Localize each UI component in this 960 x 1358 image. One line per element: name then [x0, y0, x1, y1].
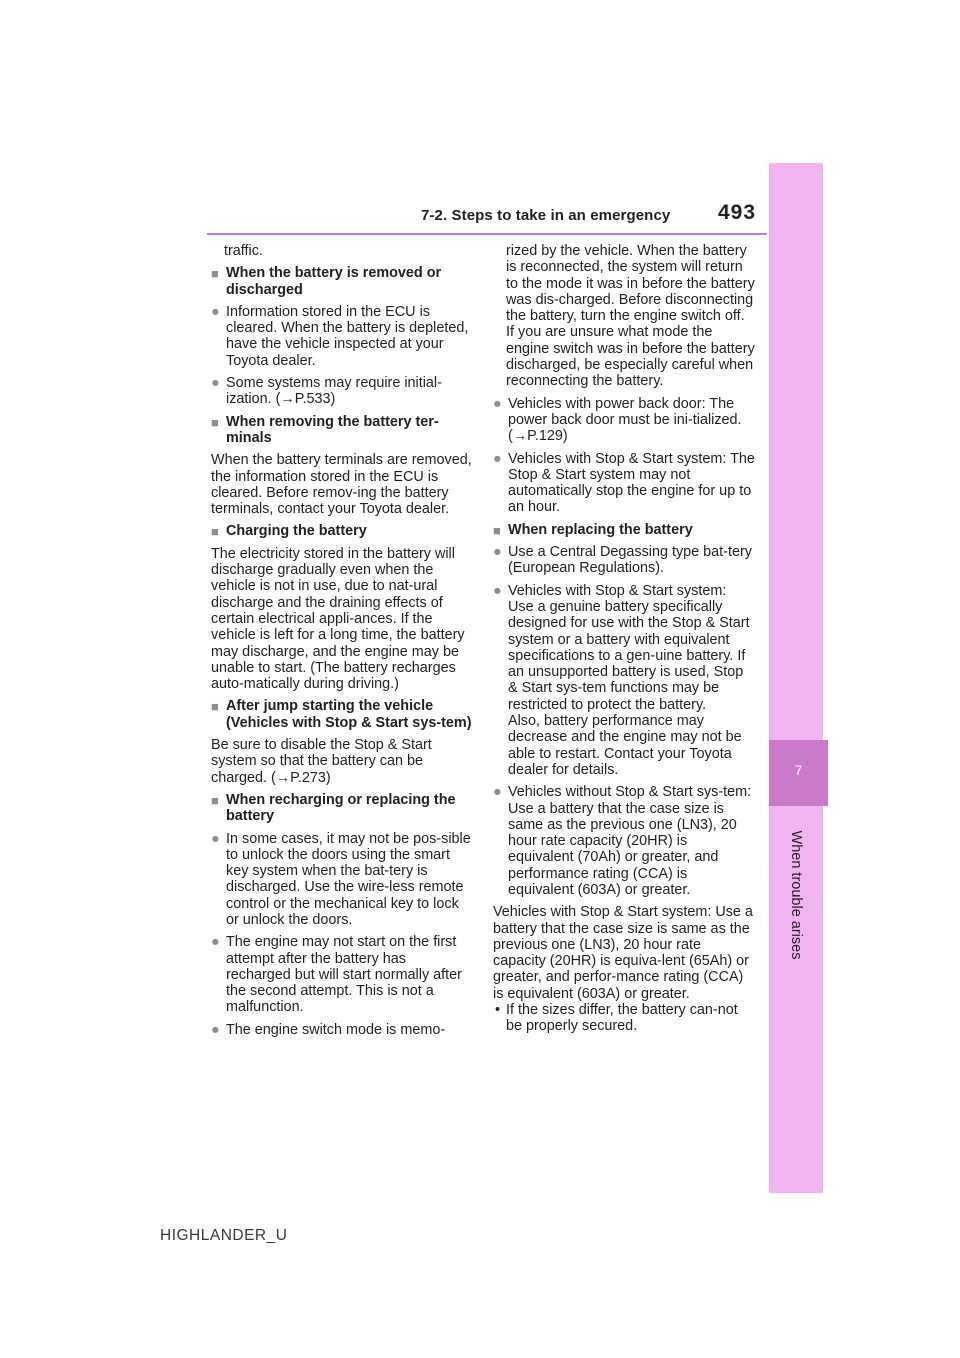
paragraph: rized by the vehicle. When the battery is reconnected, the system will return to the mode it was in before the battery was dis-charged. Before disconnecting the battery, turn the engine switch off. If you are unsure what mode the engine switch was in before the battery discharged, be especially careful when reconnecting the battery.: [506, 243, 755, 390]
bullet-item: ● The engine may not start on the first attempt after the battery has recharged but will start normally after the second attempt. This is not a malfunction.: [211, 934, 462, 1016]
bullet-item: ● Use a Central Degassing type bat-tery (European Regulations).: [493, 544, 752, 577]
bullet-dot-icon: ●: [211, 375, 220, 392]
small-bullet-icon: •: [495, 1002, 501, 1019]
bullet-dot-icon: ●: [493, 395, 502, 412]
square-marker-icon: ■: [211, 792, 219, 808]
paragraph: When the battery terminals are removed, the information stored in the ECU is cleared. Before remov-ing the battery terminals, contact your Toyota dealer.: [211, 452, 472, 518]
paragraph: The electricity stored in the battery will discharge gradually even when the vehicle is not in use, due to nat-ural discharge and the draining effects of certain electrical appli-ances. If the vehicle is left for a long time, the battery may discharge, and the engine may be unable to start. (The battery recharges auto-matically during driving.): [211, 545, 465, 693]
square-marker-icon: ■: [493, 522, 501, 538]
bullet-item: ● Information stored in the ECU is cleared. When the battery is depleted, have the vehicle inspected at your Toyota dealer.: [211, 303, 469, 369]
header-divider: [207, 233, 767, 235]
section-title: 7-2. Steps to take in an emergency: [421, 207, 671, 224]
section-heading: ■ When removing the battery ter-minals: [211, 413, 439, 446]
section-heading: ■ When the battery is removed or discharged: [211, 265, 442, 298]
square-marker-icon: ■: [211, 266, 219, 282]
bullet-item: ● Vehicles with power back door: The power back door must be ini-tialized. (→P.129): [493, 395, 742, 445]
square-marker-icon: ■: [211, 524, 219, 540]
model-identifier: HIGHLANDER_U: [160, 1227, 288, 1244]
bullet-item: ● Vehicles without Stop & Start sys-tem: Use a battery that the case size is same as the previous one (LN3), 20 hour rate capacity (20HR) is equivalent (70Ah) or greater, and performance rating (CCA) is equivalent (603A) or greater.: [493, 784, 752, 898]
bullet-dot-icon: ●: [211, 830, 220, 847]
bullet-dot-icon: ●: [493, 582, 502, 599]
bullet-item: ● The engine switch mode is memo-: [211, 1021, 446, 1038]
paragraph: Vehicles with Stop & Start system: Use a battery that the case size is same as the previous one (LN3), 20 hour rate capacity (20HR) is equiva-lent (65Ah) or greater, and perfor-mance rating (CCA) is equivalent (603A) or greater.: [493, 904, 753, 1002]
bullet-item: ● In some cases, it may not be pos-sible to unlock the doors using the smart key system when the bat-tery is discharged. Use the wire-less remote control or the mechanical key to lock or unlock the doors.: [211, 830, 471, 928]
page-number: 493: [718, 201, 757, 224]
square-marker-icon: ■: [211, 414, 219, 430]
bullet-dot-icon: ●: [493, 450, 502, 467]
dash-item: • If the sizes differ, the battery can-not be properly secured.: [495, 1002, 738, 1035]
bullet-dot-icon: ●: [493, 784, 502, 801]
bullet-item: ● Vehicles with Stop & Start system: The Stop & Start system may not automatically stop the engine for up to an hour.: [493, 450, 755, 516]
paragraph: traffic.: [224, 243, 263, 259]
bullet-item: ● Vehicles with Stop & Start system: Use a genuine battery specifically designed for use with the Stop & Start system or a battery with equivalent specifications to a gen-uine battery. If an unsupported battery is used, Stop & Start sys-tem functions may be restricted to protect the battery. Also, battery performance may decrease and the engine may not be able to restart. Contact your Toyota dealer for details.: [493, 582, 750, 778]
section-heading: ■ Charging the battery: [211, 523, 367, 540]
bullet-item: ● Some systems may require initial-ization. (→P.533): [211, 375, 442, 408]
right-column: [493, 243, 755, 1035]
paragraph: Be sure to disable the Stop & Start system so that the battery can be charged. (→P.273): [211, 737, 432, 786]
left-column: [211, 243, 473, 1044]
bullet-dot-icon: ●: [211, 1021, 220, 1038]
section-heading: ■ When recharging or replacing the battery: [211, 791, 456, 825]
chapter-number-block: [769, 740, 828, 806]
chapter-label: When trouble arises: [788, 830, 804, 960]
bullet-dot-icon: ●: [493, 544, 502, 561]
bullet-dot-icon: ●: [211, 303, 220, 320]
square-marker-icon: ■: [211, 699, 219, 715]
bullet-dot-icon: ●: [211, 934, 220, 951]
section-heading: ■ After jump starting the vehicle (Vehicles with Stop & Start sys-tem): [211, 698, 472, 731]
chapter-tab-strip: [769, 163, 823, 1193]
section-heading: ■ When replacing the battery: [493, 521, 693, 538]
chapter-number: 7: [794, 762, 803, 778]
